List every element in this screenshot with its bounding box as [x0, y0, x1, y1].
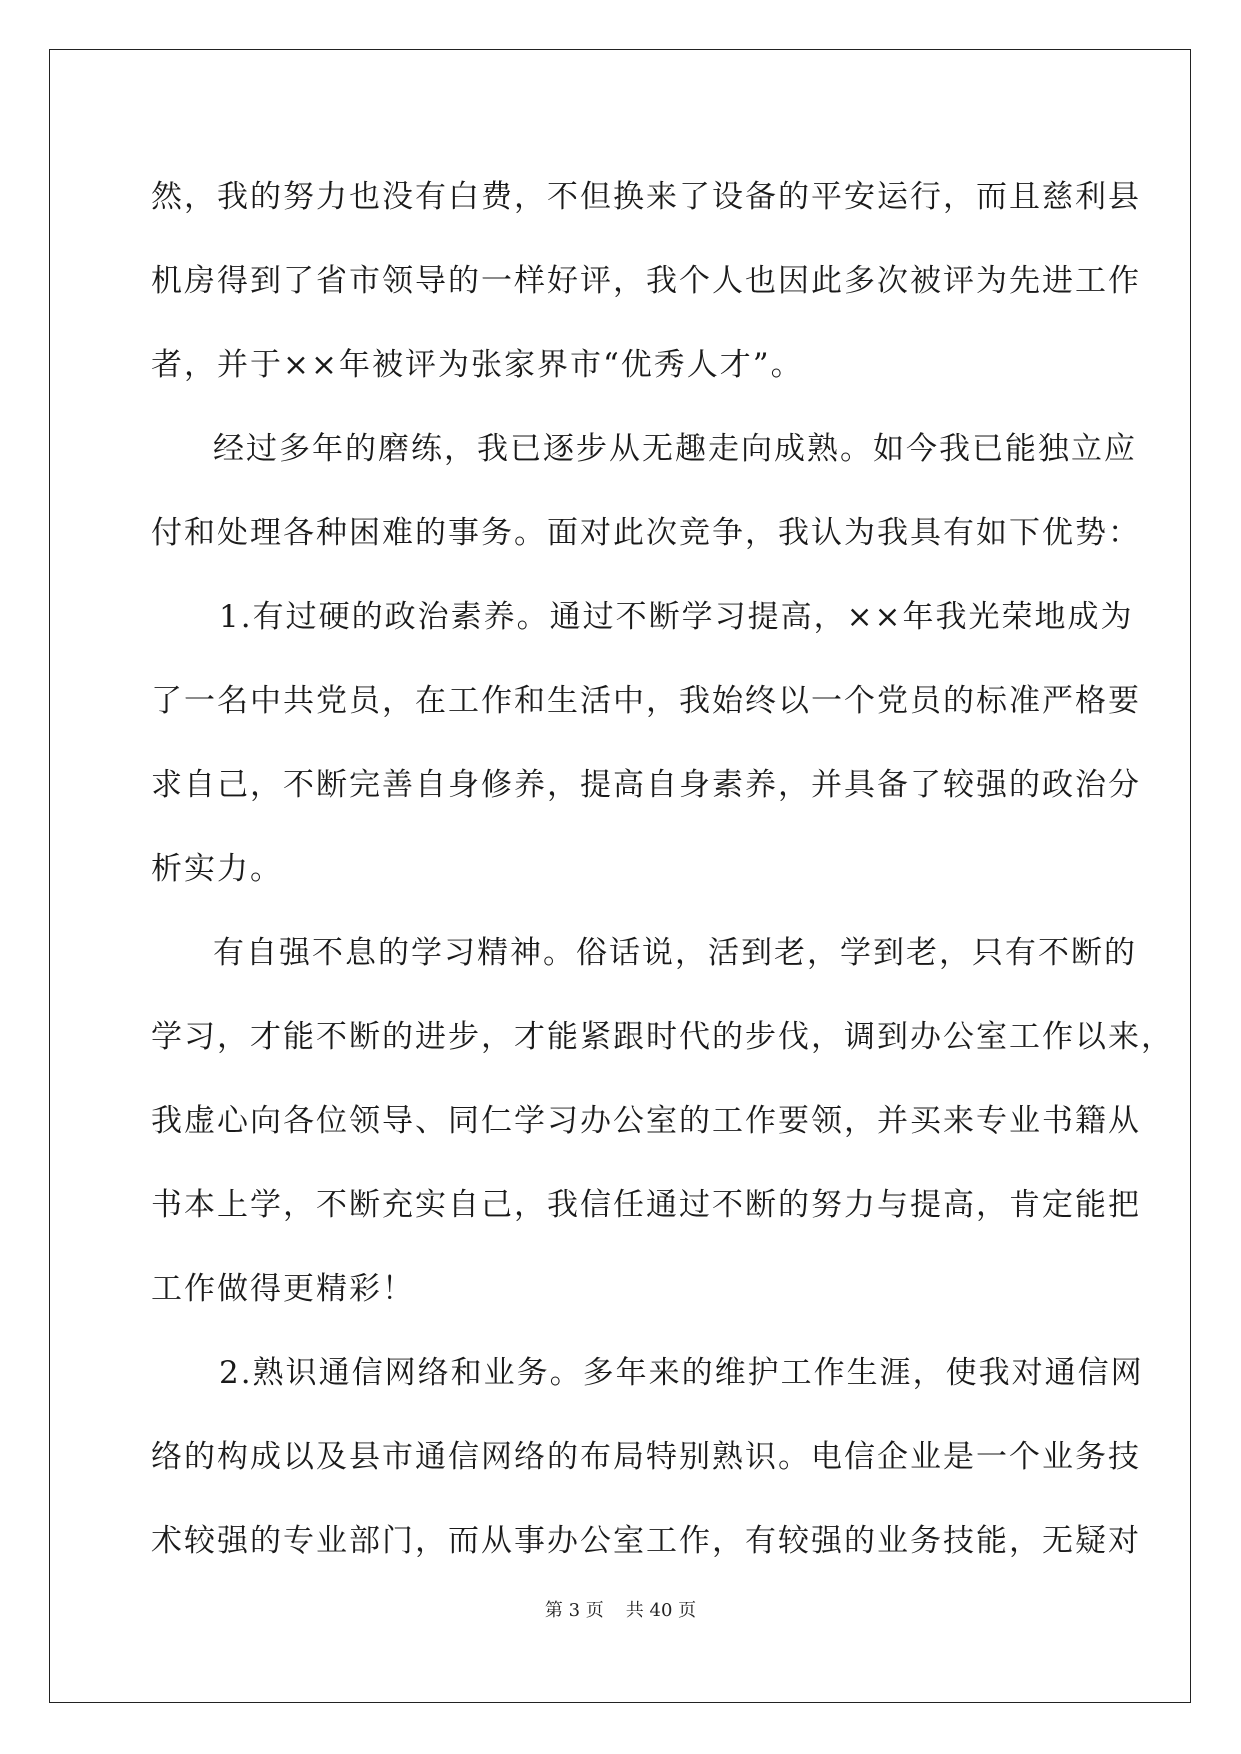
page-footer: [0, 1596, 1241, 1622]
page-total: 共 40 页: [625, 1600, 697, 1621]
paragraph-line: 了一名中共党员，在工作和生活中，我始终以一个党员的标准严格要: [151, 683, 1141, 719]
paragraph-line: 学习，才能不断的进步，才能紧跟时代的步伐，调到办公室工作以来，: [151, 1019, 1174, 1055]
paragraph-line: 有自强不息的学习精神。俗话说，活到老，学到老，只有不断的: [213, 935, 1137, 971]
paragraph-line: 术较强的专业部门，而从事办公室工作，有较强的业务技能，无疑对: [151, 1523, 1141, 1559]
paragraph-line: 1.有过硬的政治素养。通过不断学习提高，××年我光荣地成为: [219, 599, 1134, 635]
page-number: 第 3 页: [544, 1600, 604, 1621]
paragraph-line: 付和处理各种困难的事务。面对此次竞争，我认为我具有如下优势：: [151, 515, 1141, 551]
paragraph-line: 机房得到了省市领导的一样好评，我个人也因此多次被评为先进工作: [151, 263, 1141, 299]
paragraph-line: 我虚心向各位领导、同仁学习办公室的工作要领，并买来专业书籍从: [151, 1103, 1141, 1139]
paragraph-line: 络的构成以及县市通信网络的布局特别熟识。电信企业是一个业务技: [151, 1439, 1141, 1475]
paragraph-line: 然，我的努力也没有白费，不但换来了设备的平安运行，而且慈利县: [151, 179, 1141, 215]
paragraph-line: 者，并于××年被评为张家界市“优秀人才”。: [151, 347, 804, 383]
paragraph-line: 2.熟识通信网络和业务。多年来的维护工作生涯，使我对通信网: [219, 1355, 1144, 1391]
document-body: [151, 155, 1174, 1583]
paragraph-line: 书本上学，不断充实自己，我信任通过不断的努力与提高，肯定能把: [151, 1187, 1141, 1223]
paragraph-line: 经过多年的磨练，我已逐步从无趣走向成熟。如今我已能独立应: [213, 431, 1137, 467]
paragraph-line: 工作做得更精彩！: [151, 1271, 415, 1307]
paragraph-line: 求自己，不断完善自身修养，提高自身素养，并具备了较强的政治分: [151, 767, 1141, 803]
paragraph-line: 析实力。: [151, 851, 283, 887]
